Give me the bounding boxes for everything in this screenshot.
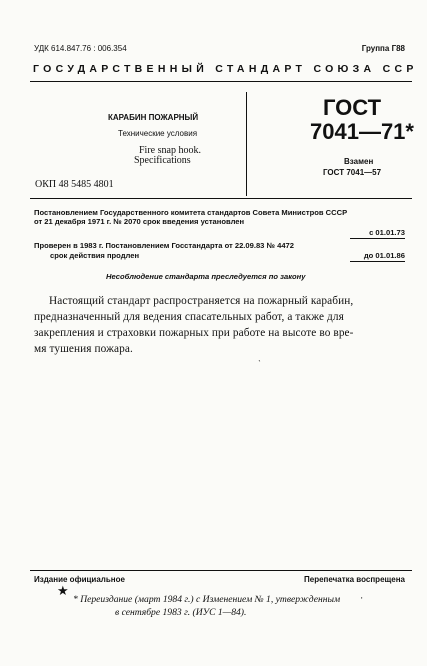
footnote-line-2: в сентябре 1983 г. (ИУС 1—84). — [115, 607, 247, 618]
check-line-1: Проверен в 1983 г. Постановлением Госстандарта от 22.09.83 № 4472 — [34, 241, 294, 250]
okp-code: ОКП 48 5485 4801 — [35, 179, 114, 190]
group-code: Группа Г88 — [361, 44, 405, 53]
document-title: КАРАБИН ПОЖАРНЫЙ — [108, 113, 199, 122]
decree-line-2: от 21 декабря 1971 г. № 2070 срок введения установлен — [34, 217, 245, 226]
law-notice: Несоблюдение стандарта преследуется по закону — [106, 272, 306, 281]
effective-date: с 01.01.73 — [369, 228, 405, 237]
official-edition-label: Издание официальное — [34, 575, 125, 584]
replaces-label: Взамен — [344, 157, 374, 166]
extended-date: до 01.01.86 — [363, 251, 405, 260]
body-line-2: предназначенный для ведения спасательных работ, а также для — [34, 311, 344, 323]
decree-line-1: Постановлением Государственного комитета стандартов Совета Министров СССР — [34, 208, 348, 217]
footnote-mark-icon: ' — [361, 596, 363, 605]
reprint-prohibited-label: Перепечатка воспрещена — [304, 575, 405, 584]
title-divider — [30, 198, 412, 199]
state-standard-heading: ГОСУДАРСТВЕННЫЙ СТАНДАРТ СОЮЗА ССР — [33, 63, 418, 75]
effective-date-underline — [350, 238, 405, 239]
gost-label: ГОСТ — [323, 95, 382, 120]
english-title-line-1: Fire snap hook. — [139, 145, 201, 156]
body-line-3: закрепления и страховки пожарных при работе на высоте во вре- — [34, 327, 354, 339]
english-title-line-2: Specifications — [134, 155, 191, 166]
star-icon: ★ — [57, 583, 69, 598]
document-subtitle: Технические условия — [118, 129, 198, 138]
footnote-line-1: * Переиздание (март 1984 г.) с Изменением № 1, утвержденным — [73, 594, 341, 605]
tick-mark-icon: ˋ — [258, 359, 261, 369]
check-line-2: срок действия продлен — [50, 251, 140, 260]
header-divider — [30, 81, 412, 82]
body-line-1: Настоящий стандарт распространяется на пожарный карабин, — [49, 295, 354, 307]
udk-code: УДК 614.847.76 : 006.354 — [34, 44, 127, 53]
footer-divider — [30, 570, 412, 571]
gost-number: 7041—71* — [310, 119, 414, 144]
extended-date-underline — [350, 261, 405, 262]
body-line-4: мя тушения пожара. — [34, 343, 133, 355]
title-divider-vertical — [246, 92, 247, 196]
replaces-value: ГОСТ 7041—57 — [323, 168, 382, 177]
